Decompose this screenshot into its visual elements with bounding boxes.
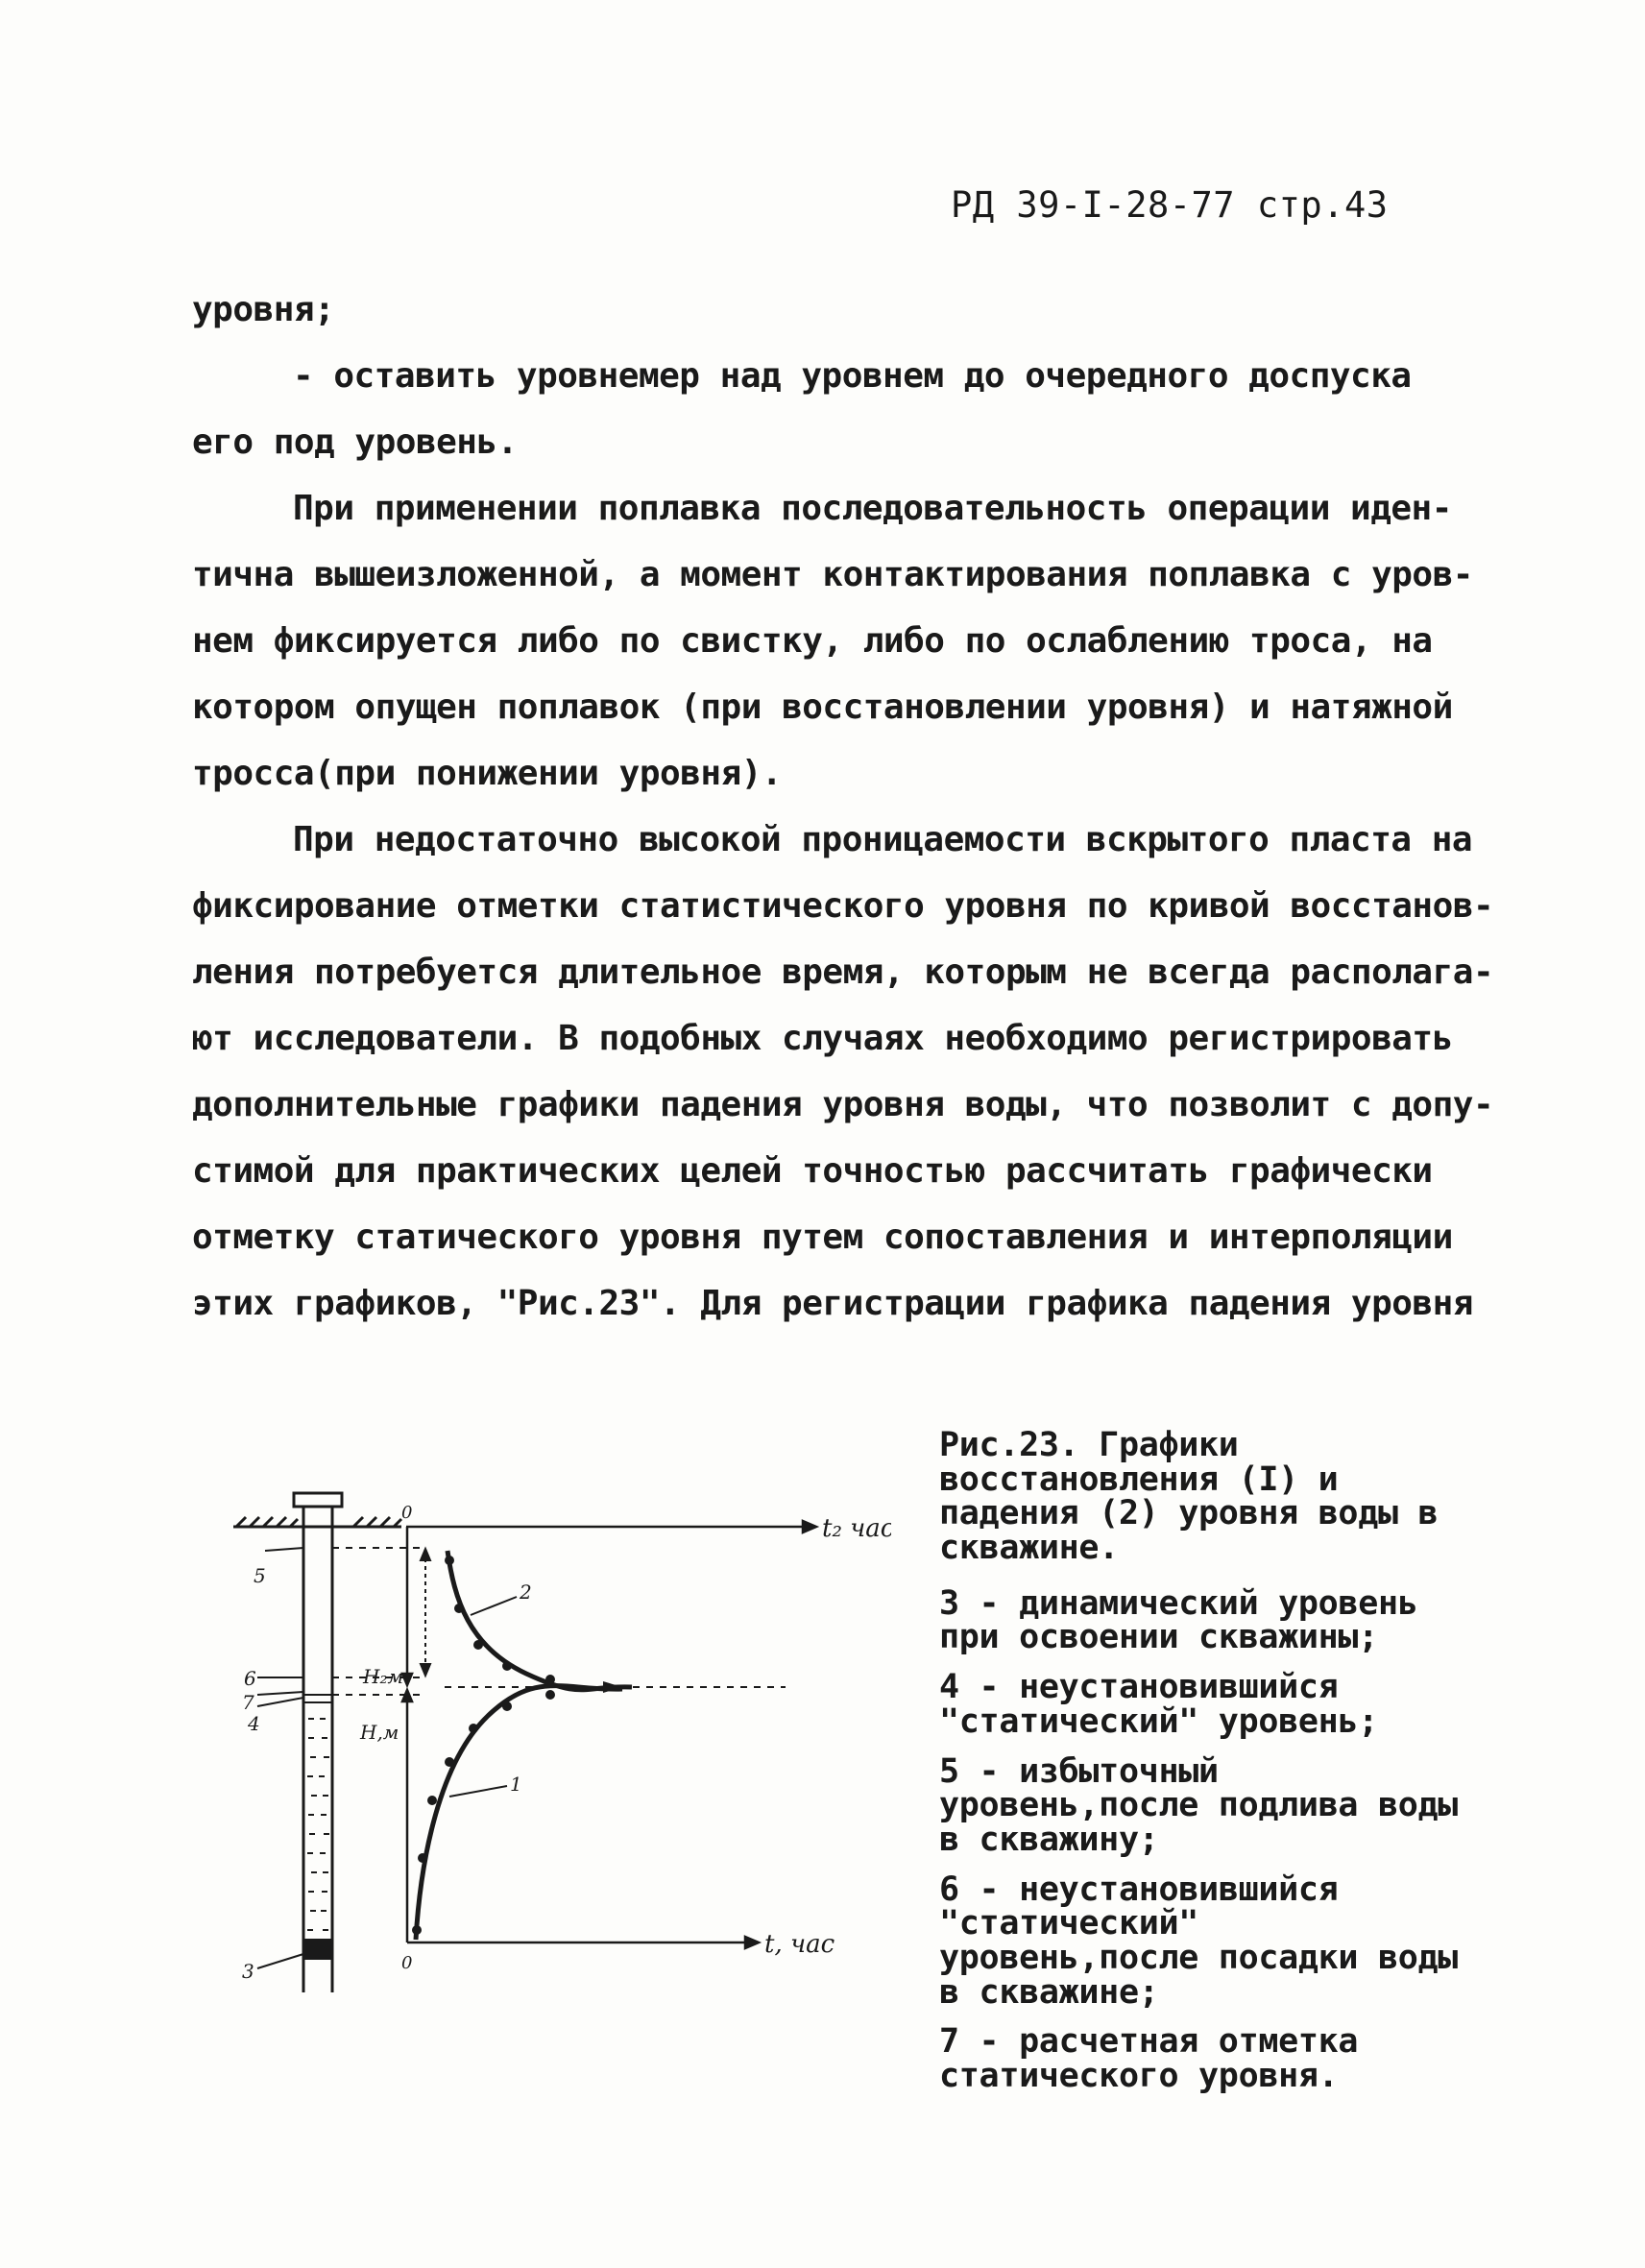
figure-caption	[939, 1426, 1477, 2110]
curve1-label: 1	[510, 1773, 522, 1796]
page-header: РД 39-I-28-77 стр.43	[951, 184, 1389, 226]
h2-arrow	[421, 1549, 430, 1676]
text-line: ют исследователи. В подобных случаях необходимо регистрировать	[192, 1019, 1453, 1058]
fall-curve	[448, 1551, 632, 1690]
axis-top-label: t₂ час	[822, 1514, 891, 1543]
text-line: нем фиксируется либо по свистку, либо по ослаблению троса, на	[192, 621, 1433, 661]
caption-item: 5 - избыточный уровень,после подлива воды в скважину;	[939, 1751, 1459, 1859]
h1-label: H,м	[360, 1721, 399, 1744]
fall-curve-points	[445, 1556, 555, 1684]
curve1-leader	[449, 1786, 507, 1797]
figure-23	[219, 1455, 891, 2021]
ground-surface	[233, 1517, 401, 1527]
text-line: дополнительные графики падения уровня воды, что позволит с допу-	[192, 1085, 1494, 1124]
caption-item: 4 - неустановившийся "статический" уровень;	[939, 1668, 1378, 1741]
label-7: 7	[242, 1691, 254, 1714]
h2-label: H₂м	[363, 1665, 404, 1688]
text-line: ления потребуется длительное время, которым не всегда располага-	[192, 953, 1494, 992]
axis-bottom	[402, 1690, 759, 1948]
well-casing	[294, 1493, 342, 1992]
curve2-label: 2	[520, 1580, 532, 1604]
label-5: 5	[254, 1564, 266, 1587]
text-line: уровня;	[192, 290, 335, 329]
text-line: При недостаточно высокой проницаемости вскрытого пласта на	[293, 820, 1473, 859]
text-line: - оставить уровнемер над уровнем до очередного доспуска	[293, 356, 1412, 396]
text-line: отметку статического уровня путем сопоставления и интерполяции	[192, 1218, 1453, 1257]
axis-top	[402, 1521, 816, 1685]
recovery-fall-diagram	[219, 1455, 891, 2021]
axis-bottom-label: t, час	[764, 1930, 835, 1959]
origin-bottom-label: 0	[401, 1953, 413, 1973]
caption-item: 7 - расчетная отметка статического уровня.	[939, 2022, 1359, 2095]
caption-item: 6 - неустановившийся "статический" уровень,после посадки воды в скважине;	[939, 1870, 1459, 2012]
number-leaders	[257, 1548, 303, 1968]
text-line: фиксирование отметки статистического уровня по кривой восстанов-	[192, 886, 1494, 926]
body-text	[192, 277, 1498, 1337]
origin-top-label: 0	[401, 1503, 413, 1523]
text-line: этих графиков, "Рис.23". Для регистрации графика падения уровня	[192, 1284, 1473, 1323]
label-4: 4	[248, 1712, 260, 1735]
text-line: котором опущен поплавок (при восстановлении уровня) и натяжной	[192, 688, 1453, 727]
text-line: стимой для практических целей точностью рассчитать графически	[192, 1151, 1433, 1191]
caption-item: 3 - динамический уровень при освоении скважины;	[939, 1583, 1418, 1657]
text-line: тична вышеизложенной, а момент контактирования поплавка с уров-	[192, 555, 1473, 594]
caption-title: Рис.23. Графики восстановления (I) и падения (2) уровня воды в скважине.	[939, 1426, 1439, 1568]
label-6: 6	[244, 1667, 256, 1690]
recovery-curve	[416, 1686, 622, 1940]
water-column	[304, 1695, 331, 1959]
label-3: 3	[242, 1960, 254, 1983]
text-line: При применении поплавка последовательность операции иден-	[293, 489, 1452, 528]
text-line: его под уровень.	[192, 422, 518, 462]
text-line: тросса(при понижении уровня).	[192, 754, 783, 793]
recovery-curve-points	[412, 1690, 555, 1935]
curve2-leader	[471, 1597, 517, 1615]
